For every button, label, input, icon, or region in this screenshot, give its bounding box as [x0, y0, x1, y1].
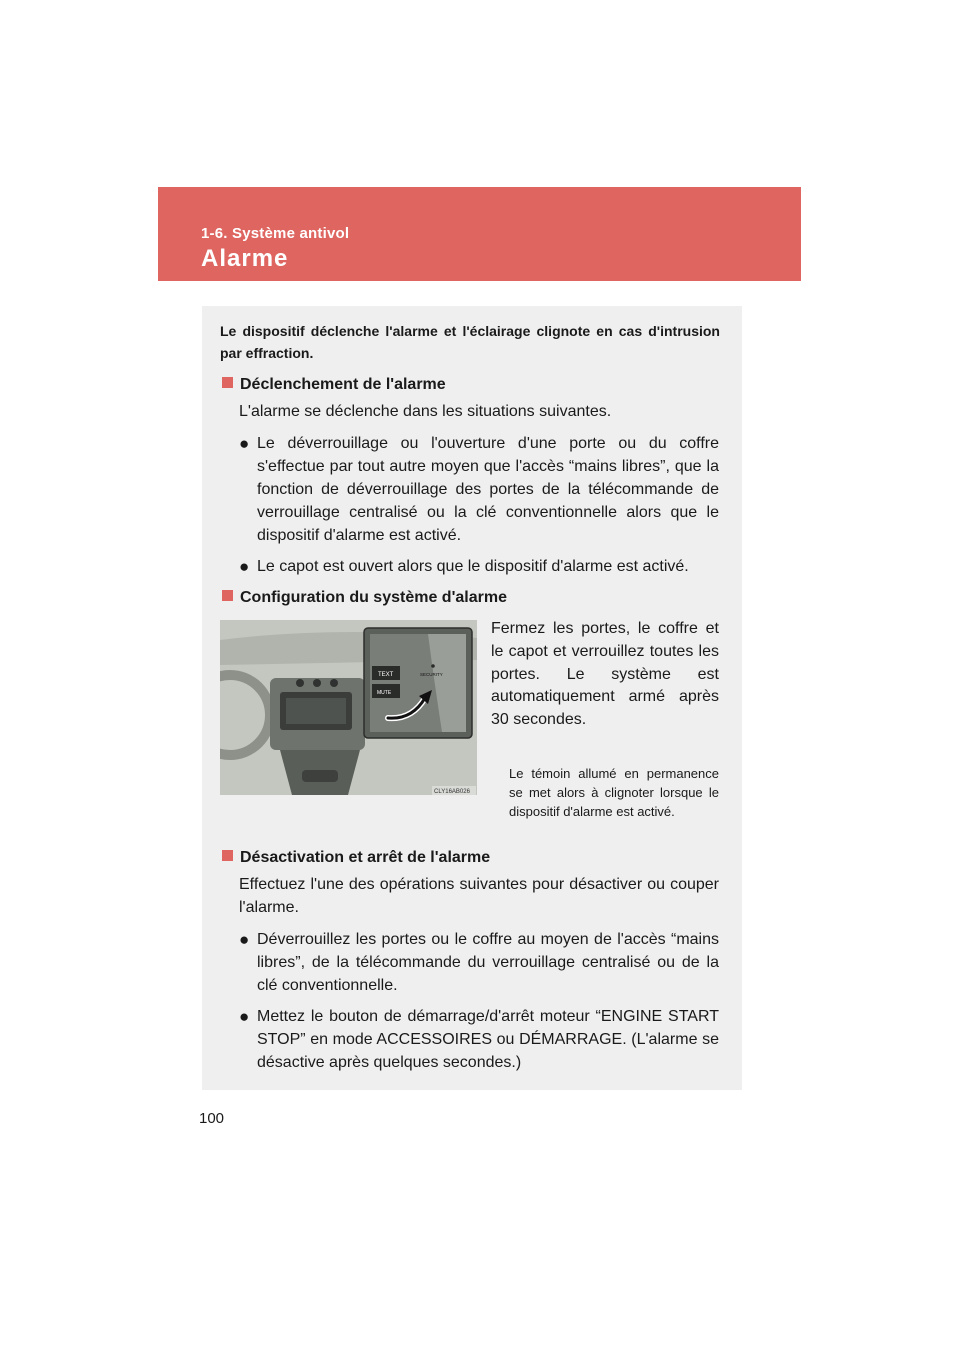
- alarm-deactivation-text: Effectuez l'une des opérations suivantes pour désactiver ou couper l'alarme.: [239, 876, 719, 916]
- heading-square-icon: [222, 590, 233, 601]
- heading-alarm-trigger: Déclenchement de l'alarme: [222, 374, 446, 396]
- list-item: ● Le capot est ouvert alors que le dispositif d'alarme est activé.: [239, 557, 689, 576]
- security-indicator-icon: [431, 664, 435, 668]
- chapter-header: [158, 187, 801, 281]
- bullet-icon: ●: [239, 434, 250, 453]
- mute-button-label: MUTE: [377, 690, 392, 696]
- list-item: ● Le déverrouillage ou l'ouverture d'une porte ou du coffre s'effectue par tout autre moyen que l'accès “mains libres”, que la fonction de déverrouillage des portes de la télécommande de verrouillage centralisé ou la clé conventionnelle alors que le dispositif d'alarme est activé.: [239, 434, 719, 544]
- dashboard-drawing: [220, 620, 477, 795]
- list-item: ● Mettez le bouton de démarrage/d'arrêt moteur “ENGINE START STOP” en mode ACCESSOIRES ou DÉMARRAGE. (L'alarme se désactive après quelques secondes.): [239, 1007, 719, 1071]
- text-button-label: TEXT: [378, 672, 394, 678]
- heading-square-icon: [222, 377, 233, 388]
- bullet-icon: ●: [239, 557, 250, 576]
- dashboard-illustration: [220, 620, 477, 795]
- alarm-trigger-text: L'alarme se déclenche dans les situations suivantes.: [239, 403, 612, 420]
- page-title: Alarme: [201, 245, 289, 272]
- content-box: [202, 306, 742, 1090]
- security-label: SECURITY: [420, 672, 443, 677]
- heading-alarm-deactivation: Désactivation et arrêt de l'alarme: [222, 847, 490, 869]
- heading-square-icon: [222, 850, 233, 861]
- indicator-note: Le témoin allumé en permanence se met alors à clignoter lorsque le dispositif d'alarme est activé.: [509, 766, 719, 819]
- page-number: 100: [199, 1110, 225, 1127]
- bullet-icon: ●: [239, 930, 250, 949]
- heading-alarm-setup: Configuration du système d'alarme: [222, 587, 507, 609]
- alarm-setup-text: Fermez les portes, le coffre et le capot et verrouillez toutes les portes. Le système est automatiquement armé après 30 secondes.: [491, 620, 719, 729]
- figure-code: CLY16AB026: [434, 789, 470, 795]
- bullet-icon: ●: [239, 1007, 250, 1026]
- intro-text: Le dispositif déclenche l'alarme et l'éclairage clignote en cas d'intrusion par effraction.: [220, 323, 720, 361]
- list-item: ● Déverrouillez les portes ou le coffre au moyen de l'accès “mains libres”, de la télécommande du verrouillage centralisé ou de la clé conventionnelle.: [239, 930, 719, 994]
- section-label: 1-6. Système antivol: [201, 225, 350, 242]
